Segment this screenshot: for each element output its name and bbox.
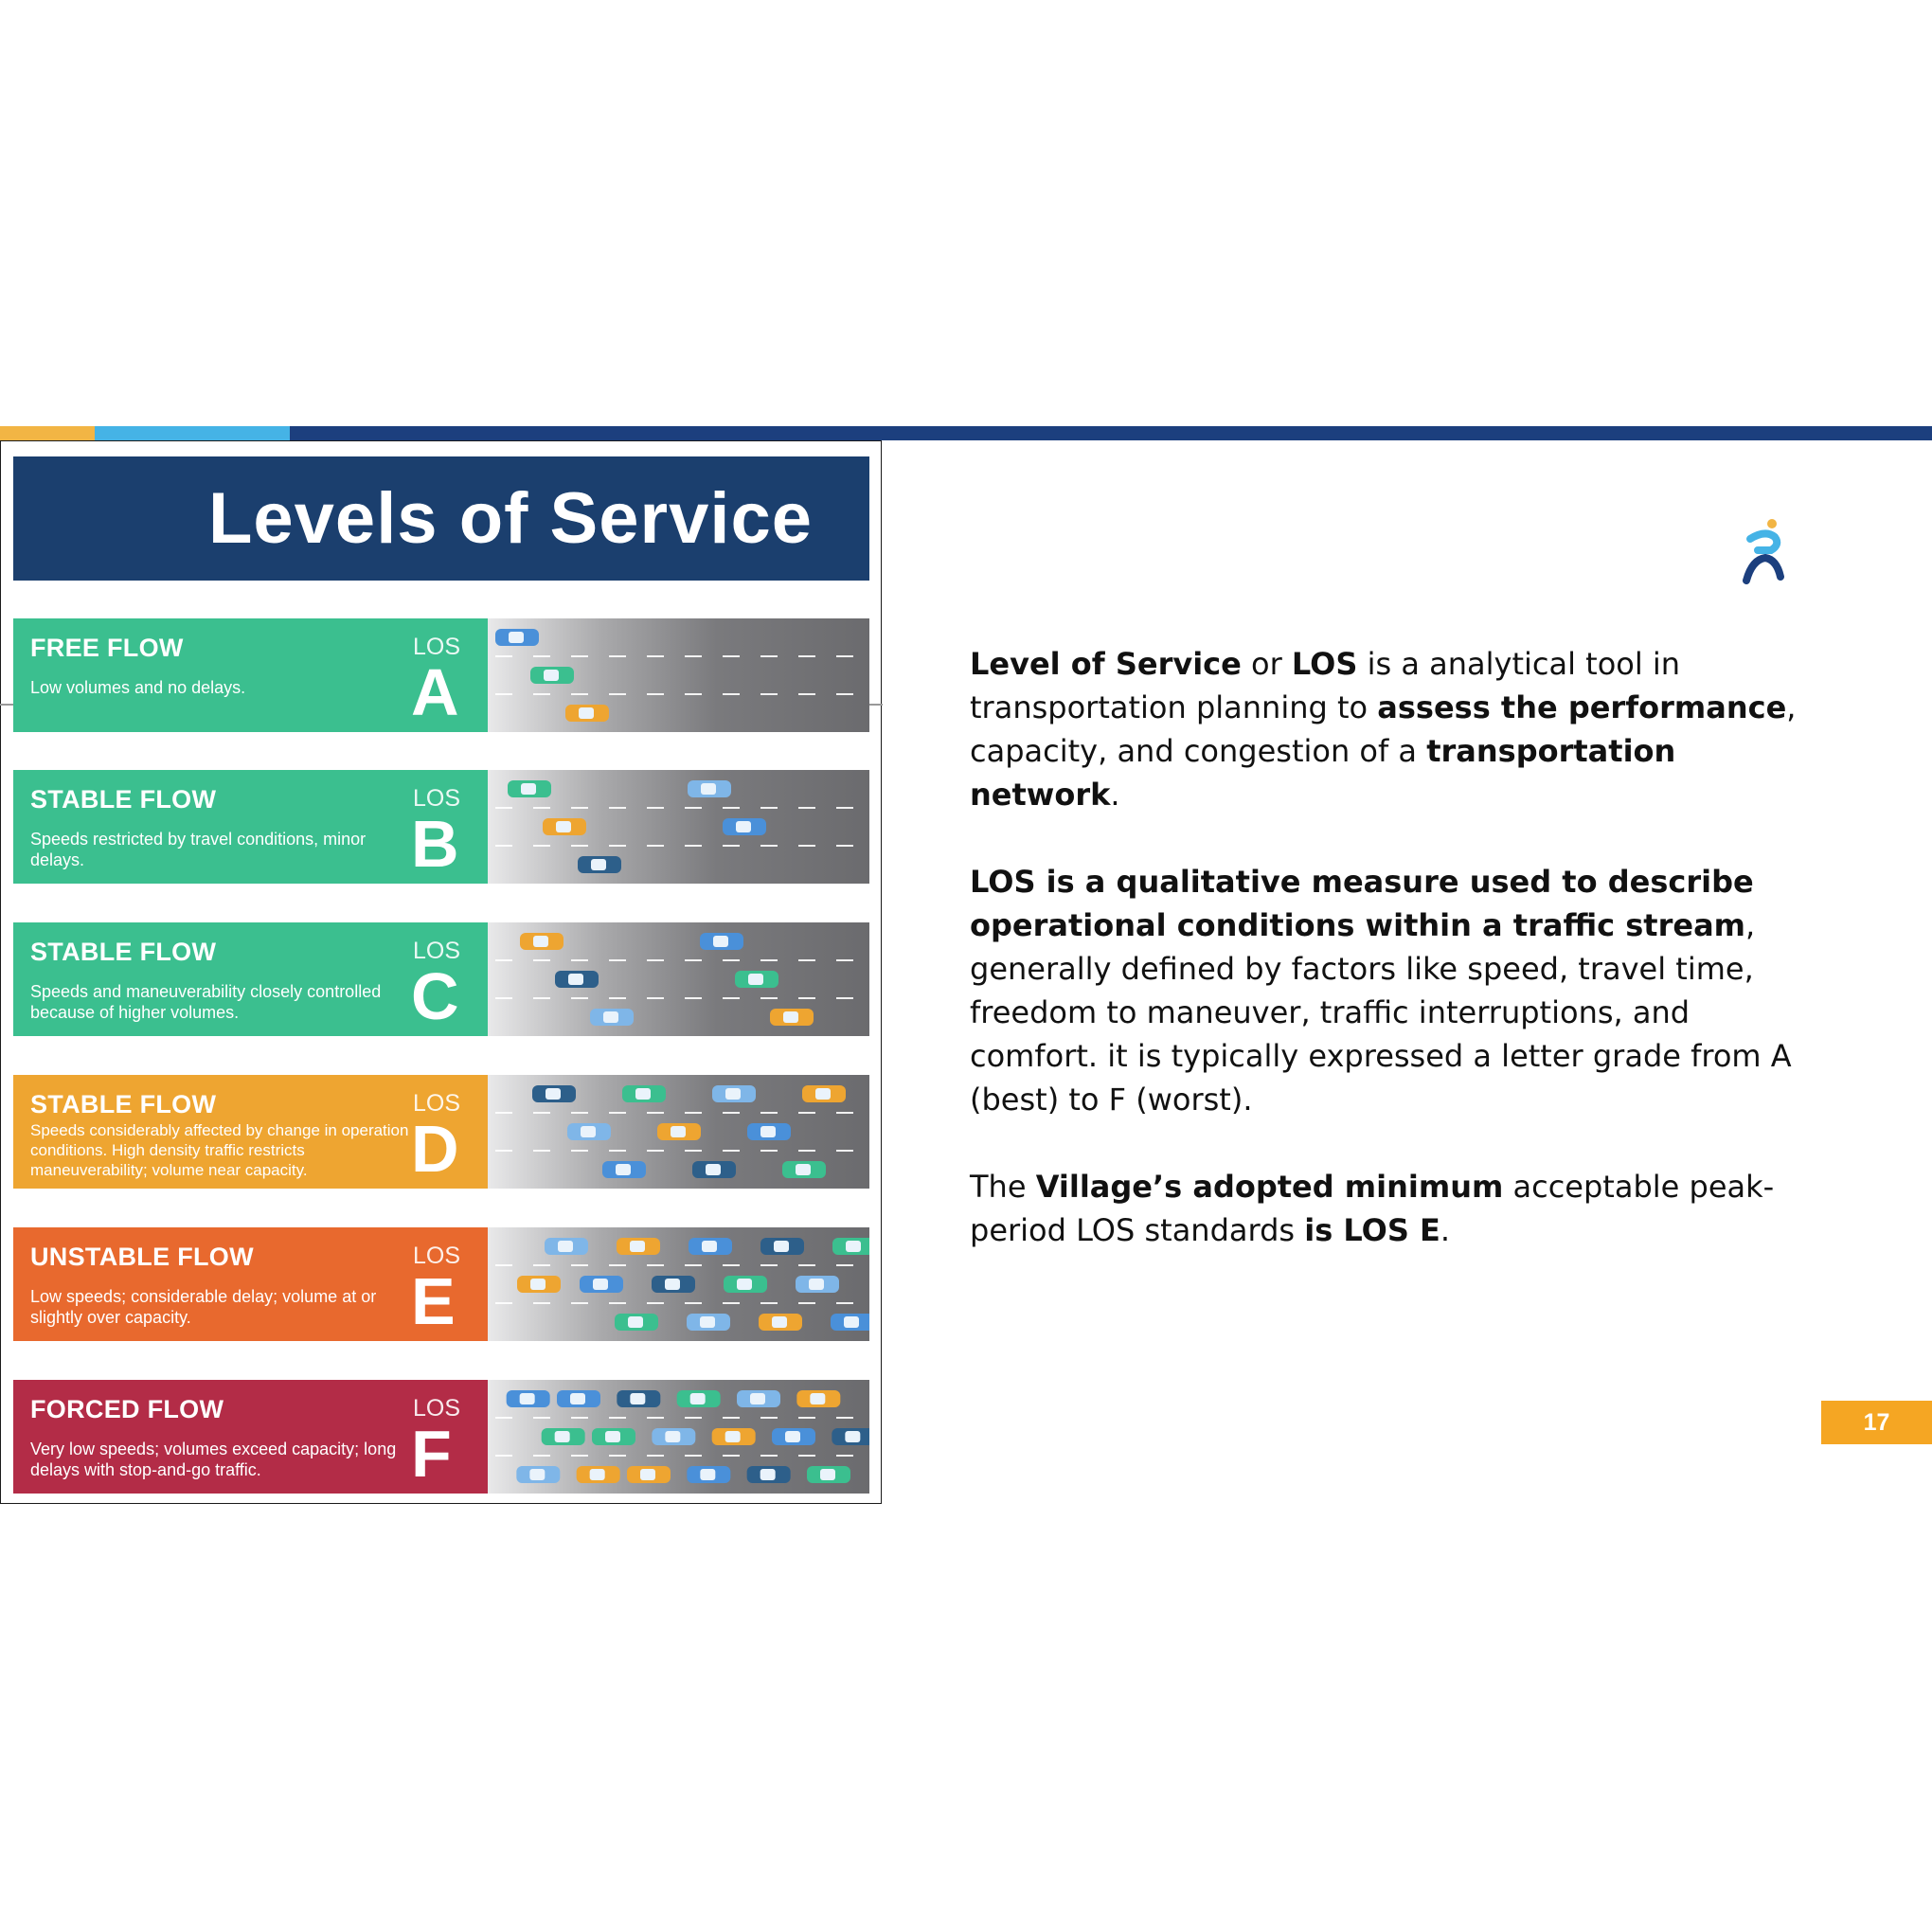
car-icon	[565, 705, 609, 722]
text-bold: is LOS E	[1304, 1212, 1440, 1248]
lane-dash	[609, 1264, 626, 1266]
car-icon	[517, 1276, 561, 1293]
car-icon	[747, 1466, 791, 1483]
los-grade-letter: E	[411, 1264, 456, 1338]
car-icon	[617, 1238, 660, 1255]
car-icon	[692, 1161, 736, 1178]
lane-dash	[798, 807, 815, 809]
text: The	[970, 1169, 1036, 1205]
car-icon	[602, 1161, 646, 1178]
car-icon	[622, 1085, 666, 1102]
los-description: Low speeds; considerable delay; volume at or slightly over capacity.	[30, 1287, 377, 1327]
car-icon	[577, 1466, 620, 1483]
car-icon	[677, 1390, 721, 1407]
car-icon	[507, 1390, 550, 1407]
lane-dash	[798, 959, 815, 961]
lane-dash	[723, 655, 740, 657]
text-bold: LOS is a qualitative measure used to describe operational conditions within a traffic stream	[970, 864, 1754, 943]
los-label-panel	[13, 1380, 488, 1494]
lane-dash	[647, 1417, 664, 1419]
text: is a analytical tool in transportation planning to	[970, 646, 1681, 725]
paragraph-standard	[970, 1165, 1822, 1252]
car-icon	[723, 818, 766, 835]
los-flow-name: UNSTABLE FLOW	[30, 1243, 254, 1271]
car-icon	[688, 780, 731, 797]
lane-dash	[798, 1417, 815, 1419]
lane-dash	[798, 1150, 815, 1152]
car-icon	[542, 1428, 585, 1445]
car-icon	[772, 1428, 815, 1445]
lane-dash	[533, 807, 550, 809]
lane-dash	[836, 1455, 853, 1457]
lane-dash	[685, 693, 702, 695]
los-flow-name: FREE FLOW	[30, 634, 184, 662]
lane-dash	[647, 959, 664, 961]
los-grade-letter: F	[411, 1417, 452, 1491]
lane-dash	[533, 845, 550, 847]
los-label-panel	[13, 618, 488, 732]
road-illustration	[488, 1227, 869, 1341]
text-bold: Level of Service	[970, 646, 1242, 682]
text-bold: transportation network	[970, 733, 1676, 813]
lane-dash	[760, 997, 778, 999]
lane-dash	[533, 1455, 550, 1457]
los-label-panel	[13, 1075, 488, 1189]
car-icon	[759, 1314, 802, 1331]
car-icon	[520, 933, 564, 950]
lane-dash	[760, 655, 778, 657]
lane-dash	[647, 1455, 664, 1457]
paragraph-qualitative	[970, 860, 1822, 1121]
car-icon	[802, 1085, 846, 1102]
los-description: Speeds restricted by travel conditions, minor delays.	[30, 830, 367, 869]
lane-dash	[685, 959, 702, 961]
lane-dash	[495, 1455, 512, 1457]
los-word: LOS	[413, 1243, 461, 1269]
los-flow-name: STABLE FLOW	[30, 1090, 217, 1118]
los-flow-name: STABLE FLOW	[30, 938, 217, 966]
los-word: LOS	[413, 785, 461, 812]
lane-dash	[533, 959, 550, 961]
car-icon	[543, 818, 586, 835]
los-flow-name: FORCED FLOW	[30, 1395, 224, 1423]
lane-dash	[495, 997, 512, 999]
car-icon	[530, 667, 574, 684]
car-icon	[657, 1123, 701, 1140]
lane-dash	[495, 655, 512, 657]
road-illustration	[488, 1380, 869, 1494]
car-icon	[578, 856, 621, 873]
lane-dash	[609, 655, 626, 657]
lane-dash	[760, 1264, 778, 1266]
car-icon	[545, 1238, 588, 1255]
lane-dash	[723, 997, 740, 999]
car-icon	[796, 1390, 840, 1407]
lane-dash	[571, 1112, 588, 1114]
lane-dash	[760, 959, 778, 961]
lane-dash	[495, 959, 512, 961]
los-word: LOS	[413, 634, 461, 660]
car-icon	[567, 1123, 611, 1140]
accent-bar-gold	[0, 426, 95, 440]
lane-dash	[647, 807, 664, 809]
car-icon	[617, 1390, 660, 1407]
lane-dash	[609, 997, 626, 999]
lane-dash	[609, 807, 626, 809]
page-number: 17	[1863, 1408, 1890, 1436]
lane-dash	[647, 1302, 664, 1304]
car-icon	[737, 1390, 780, 1407]
lane-dash	[723, 1112, 740, 1114]
lane-dash	[798, 693, 815, 695]
lane-dash	[760, 1112, 778, 1114]
car-icon	[592, 1428, 635, 1445]
lane-dash	[798, 655, 815, 657]
road-illustration	[488, 618, 869, 732]
lane-dash	[571, 997, 588, 999]
lane-dash	[723, 693, 740, 695]
lane-dash	[836, 959, 853, 961]
lane-dash	[571, 959, 588, 961]
figure-title-banner	[13, 456, 869, 581]
car-icon	[516, 1466, 560, 1483]
los-row-f	[13, 1380, 869, 1494]
car-icon	[580, 1276, 623, 1293]
text: .	[1110, 777, 1120, 813]
lane-dash	[571, 655, 588, 657]
los-row-b	[13, 770, 869, 884]
los-description: Low volumes and no delays.	[30, 678, 246, 697]
los-label-panel	[13, 1227, 488, 1341]
lane-dash	[685, 1302, 702, 1304]
accent-bar-sky	[95, 426, 290, 440]
text-bold: assess the performance	[1377, 689, 1787, 725]
lane-dash	[836, 1264, 853, 1266]
lane-dash	[723, 1302, 740, 1304]
los-word: LOS	[413, 1395, 461, 1422]
car-icon	[724, 1276, 767, 1293]
lane-dash	[685, 997, 702, 999]
road-illustration	[488, 922, 869, 1036]
car-icon	[712, 1428, 756, 1445]
lane-dash	[798, 1264, 815, 1266]
los-description: Speeds considerably affected by change in operation conditions. High density traffic restricts maneuverability; volume near capacity.	[30, 1121, 409, 1179]
lane-dash	[533, 1150, 550, 1152]
lane-dash	[723, 1455, 740, 1457]
lane-dash	[609, 845, 626, 847]
car-icon	[627, 1466, 671, 1483]
text-bold: LOS	[1291, 646, 1358, 682]
lane-dash	[533, 1417, 550, 1419]
lane-dash	[760, 845, 778, 847]
lane-dash	[495, 1417, 512, 1419]
lane-dash	[685, 1150, 702, 1152]
lane-dash	[647, 1264, 664, 1266]
lane-dash	[685, 1264, 702, 1266]
lane-dash	[685, 1417, 702, 1419]
car-icon	[557, 1390, 600, 1407]
car-icon	[689, 1238, 732, 1255]
lane-dash	[760, 1302, 778, 1304]
lane-dash	[798, 1302, 815, 1304]
car-icon	[652, 1428, 695, 1445]
lane-dash	[760, 693, 778, 695]
runner-logo-icon	[1737, 516, 1794, 584]
text: or	[1241, 646, 1292, 682]
car-icon	[760, 1238, 804, 1255]
lane-dash	[571, 807, 588, 809]
lane-dash	[609, 1302, 626, 1304]
road-illustration	[488, 1075, 869, 1189]
car-icon	[735, 971, 778, 988]
lane-dash	[836, 693, 853, 695]
lane-dash	[571, 1264, 588, 1266]
los-grade-letter: D	[411, 1112, 459, 1186]
lane-dash	[685, 655, 702, 657]
lane-dash	[495, 845, 512, 847]
lane-dash	[609, 1417, 626, 1419]
road-illustration	[488, 770, 869, 884]
lane-dash	[647, 997, 664, 999]
lane-dash	[647, 655, 664, 657]
car-icon	[712, 1085, 756, 1102]
lane-dash	[836, 1417, 853, 1419]
car-icon	[782, 1161, 826, 1178]
lane-dash	[571, 1417, 588, 1419]
accent-bar-navy	[290, 426, 1932, 440]
los-label-panel	[13, 770, 488, 884]
los-grade-letter: A	[411, 655, 459, 729]
paragraph-definition	[970, 642, 1822, 816]
text: , generally defined by factors like speed, travel time, freedom to maneuver, traffic interruptions, and comfort. it is typically expressed a letter grade from A (best) to F (worst).	[970, 907, 1792, 1118]
lane-dash	[533, 1264, 550, 1266]
lane-dash	[836, 1302, 853, 1304]
lane-dash	[760, 1150, 778, 1152]
car-icon	[831, 1314, 869, 1331]
lane-dash	[760, 1417, 778, 1419]
los-grade-letter: B	[411, 807, 459, 881]
los-word: LOS	[413, 1090, 461, 1117]
lane-dash	[609, 693, 626, 695]
car-icon	[687, 1314, 730, 1331]
car-icon	[687, 1466, 730, 1483]
lane-dash	[723, 1150, 740, 1152]
lane-dash	[495, 1150, 512, 1152]
body-text	[970, 642, 1822, 1296]
lane-dash	[836, 1112, 853, 1114]
lane-dash	[836, 1150, 853, 1152]
car-icon	[747, 1123, 791, 1140]
car-icon	[590, 1009, 634, 1026]
lane-dash	[495, 693, 512, 695]
lane-dash	[495, 1302, 512, 1304]
text: acceptable peak-period LOS standards	[970, 1169, 1775, 1248]
lane-dash	[836, 997, 853, 999]
car-icon	[495, 629, 539, 646]
car-icon	[807, 1466, 850, 1483]
lane-dash	[647, 1150, 664, 1152]
lane-dash	[723, 1417, 740, 1419]
lane-dash	[571, 1150, 588, 1152]
lane-dash	[798, 845, 815, 847]
lane-dash	[685, 845, 702, 847]
lane-dash	[533, 997, 550, 999]
lane-dash	[533, 1112, 550, 1114]
lane-dash	[609, 1150, 626, 1152]
lane-dash	[571, 1455, 588, 1457]
car-icon	[555, 971, 599, 988]
lane-dash	[723, 807, 740, 809]
lane-dash	[798, 1455, 815, 1457]
lane-dash	[495, 1112, 512, 1114]
lane-dash	[760, 807, 778, 809]
los-flow-name: STABLE FLOW	[30, 785, 217, 814]
text-bold: Village’s adopted minimum	[1035, 1169, 1504, 1205]
lane-dash	[647, 845, 664, 847]
car-icon	[770, 1009, 814, 1026]
los-label-panel	[13, 922, 488, 1036]
car-icon	[615, 1314, 658, 1331]
lane-dash	[571, 1302, 588, 1304]
los-description: Very low speeds; volumes exceed capacity; long delays with stop-and-go traffic.	[30, 1440, 397, 1479]
los-description: Speeds and maneuverability closely controlled because of higher volumes.	[30, 982, 382, 1022]
lane-dash	[533, 655, 550, 657]
lane-dash	[571, 693, 588, 695]
lane-dash	[609, 959, 626, 961]
car-icon	[832, 1428, 869, 1445]
los-word: LOS	[413, 938, 461, 964]
lane-dash	[723, 1264, 740, 1266]
car-icon	[700, 933, 743, 950]
lane-dash	[836, 807, 853, 809]
lane-dash	[685, 1112, 702, 1114]
lane-dash	[836, 845, 853, 847]
los-row-e	[13, 1227, 869, 1341]
los-grade-letter: C	[411, 959, 459, 1033]
text: .	[1440, 1212, 1451, 1248]
los-row-c	[13, 922, 869, 1036]
text: , capacity, and congestion of a	[970, 689, 1797, 769]
lane-dash	[609, 1455, 626, 1457]
los-row-d	[13, 1075, 869, 1189]
lane-dash	[723, 959, 740, 961]
lane-dash	[760, 1455, 778, 1457]
figure-title: Levels of Service	[207, 478, 813, 559]
lane-dash	[723, 845, 740, 847]
car-icon	[532, 1085, 576, 1102]
car-icon	[832, 1238, 869, 1255]
lane-dash	[495, 807, 512, 809]
lane-dash	[647, 1112, 664, 1114]
lane-dash	[571, 845, 588, 847]
lane-dash	[836, 655, 853, 657]
car-icon	[508, 780, 551, 797]
lane-dash	[495, 1264, 512, 1266]
lane-dash	[798, 997, 815, 999]
page-number-badge	[1821, 1401, 1932, 1444]
los-row-a	[13, 618, 869, 732]
lane-dash	[685, 1455, 702, 1457]
lane-dash	[533, 693, 550, 695]
lane-dash	[533, 1302, 550, 1304]
lane-dash	[609, 1112, 626, 1114]
car-icon	[652, 1276, 695, 1293]
car-icon	[796, 1276, 839, 1293]
lane-dash	[685, 807, 702, 809]
lane-dash	[798, 1112, 815, 1114]
lane-dash	[647, 693, 664, 695]
